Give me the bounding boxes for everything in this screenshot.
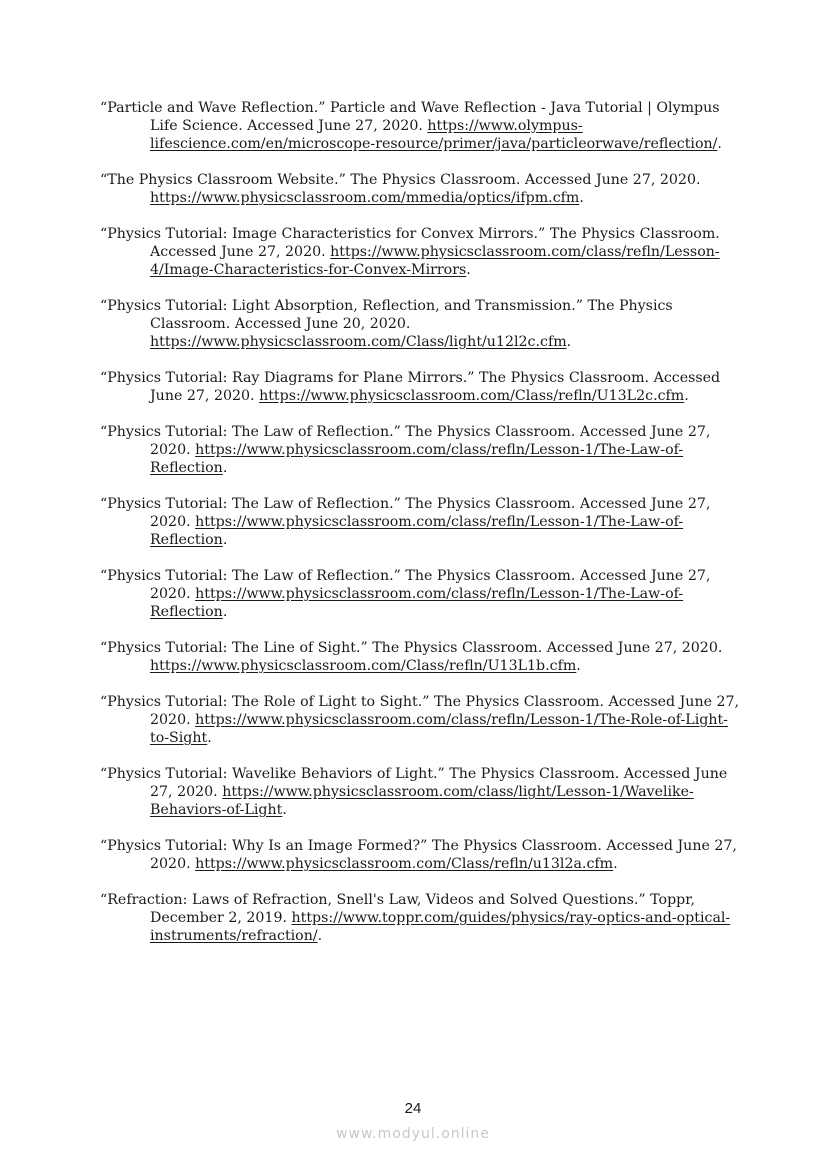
reference-text: “Physics Tutorial: Ray Diagrams for Plane Mirrors.” The Physics Classroom. Accessed June 27, 2020. [100, 370, 721, 404]
reference-entry [100, 837, 740, 873]
reference-entry [100, 495, 740, 549]
reference-text: “Refraction: Laws of Refraction, Snell's Law, Videos and Solved Questions.” Toppr, December 2, 2019. [100, 892, 695, 926]
reference-end: . [282, 802, 287, 818]
reference-end: . [613, 856, 618, 872]
reference-text: “Physics Tutorial: The Law of Reflection.” The Physics Classroom. Accessed June 27, 2020. [100, 424, 711, 458]
reference-text: “Physics Tutorial: The Law of Reflection.” The Physics Classroom. Accessed June 27, 2020. [100, 496, 711, 530]
reference-entry [100, 423, 740, 477]
reference-link[interactable]: https://www.physicsclassroom.com/class/refln/Lesson-1/The-Law-of-Reflection [150, 442, 684, 476]
reference-entry [100, 639, 740, 675]
reference-end: . [222, 532, 228, 548]
reference-end: . [222, 460, 228, 476]
reference-text: “The Physics Classroom Website.” The Physics Classroom. Accessed June 27, 2020. [100, 172, 701, 188]
reference-end: . [466, 262, 471, 278]
reference-link[interactable]: https://www.olympus-lifescience.com/en/microscope-resource/primer/java/particleorwave/reflection/ [150, 118, 718, 152]
reference-entry [100, 567, 740, 621]
reference-link[interactable]: https://www.physicsclassroom.com/Class/refln/u13l2a.cfm [195, 856, 614, 872]
reference-end: . [317, 928, 323, 944]
reference-link[interactable]: https://www.physicsclassroom.com/class/refln/Lesson-1/The-Law-of-Reflection [150, 586, 684, 620]
reference-link[interactable]: https://www.physicsclassroom.com/class/refln/Lesson-1/The-Law-of-Reflection [150, 514, 684, 548]
reference-text: “Particle and Wave Reflection.” Particle and Wave Reflection - Java Tutorial | Olympus Life Science. Accessed June 27, 2020. [100, 100, 720, 134]
reference-entry [100, 99, 740, 153]
reference-text: “Physics Tutorial: The Law of Reflection.” The Physics Classroom. Accessed June 27, 2020. [100, 568, 711, 602]
reference-link[interactable]: https://www.physicsclassroom.com/Class/refln/U13L2c.cfm [259, 388, 685, 404]
reference-entry [100, 225, 740, 279]
page-number: 24 [404, 1100, 422, 1117]
reference-link[interactable]: https://www.physicsclassroom.com/class/light/Lesson-1/Wavelike-Behaviors-of-Light [150, 784, 694, 818]
reference-end: . [684, 388, 689, 404]
reference-link[interactable]: https://www.physicsclassroom.com/mmedia/optics/ifpm.cfm [150, 190, 580, 206]
reference-end: . [207, 730, 212, 746]
watermark: www.modyul.online [336, 1126, 490, 1142]
reference-entry [100, 693, 740, 747]
reference-link[interactable]: https://www.toppr.com/guides/physics/ray-optics-and-optical-instruments/refraction/ [150, 910, 731, 944]
reference-entry [100, 297, 740, 351]
reference-link[interactable]: https://www.physicsclassroom.com/class/refln/Lesson-4/Image-Characteristics-for-Convex-Mirrors [150, 244, 720, 278]
reference-link[interactable]: https://www.physicsclassroom.com/Class/light/u12l2c.cfm [150, 334, 567, 350]
reference-text: “Physics Tutorial: Image Characteristics for Convex Mirrors.” The Physics Classroom. Accessed June 27, 2020. [100, 226, 720, 260]
reference-end: . [566, 334, 572, 350]
reference-text: “Physics Tutorial: Why Is an Image Formed?” The Physics Classroom. Accessed June 27, 2020. [100, 838, 737, 872]
reference-entry [100, 765, 740, 819]
reference-link[interactable]: https://www.physicsclassroom.com/Class/refln/U13L1b.cfm [150, 658, 577, 674]
reference-text: “Physics Tutorial: Wavelike Behaviors of Light.” The Physics Classroom. Accessed June 27, 2020. [100, 766, 728, 800]
reference-entry [100, 171, 740, 207]
reference-end: . [576, 658, 581, 674]
reference-entry [100, 891, 740, 945]
reference-end: . [222, 604, 228, 620]
reference-end: . [717, 136, 722, 152]
reference-entry [100, 369, 740, 405]
reference-text: “Physics Tutorial: The Line of Sight.” The Physics Classroom. Accessed June 27, 2020. [100, 640, 723, 656]
reference-link[interactable]: https://www.physicsclassroom.com/class/refln/Lesson-1/The-Role-of-Light-to-Sight [150, 712, 728, 746]
reference-list [100, 99, 740, 963]
reference-end: . [579, 190, 584, 206]
reference-text: “Physics Tutorial: The Role of Light to Sight.” The Physics Classroom. Accessed June 27, 2020. [100, 694, 740, 728]
reference-text: “Physics Tutorial: Light Absorption, Reflection, and Transmission.” The Physics Classroom. Accessed June 20, 2020. [100, 298, 673, 332]
